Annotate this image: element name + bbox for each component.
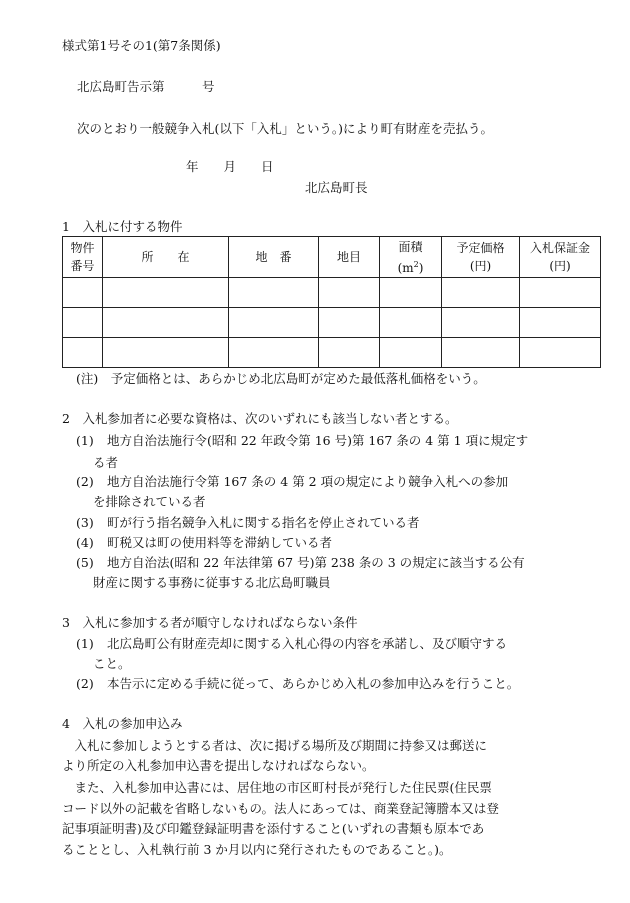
issuer: 北広島町長 (305, 180, 368, 195)
item-line: 町が行う指名競争入札に関する指名を停止されている者 (107, 515, 420, 530)
header-text: (円) (549, 259, 571, 273)
section-1-title: 1 入札に付する物件 (62, 219, 183, 234)
item-line: る者 (93, 455, 119, 470)
table-cell (520, 338, 601, 368)
item-line: 北広島町公有財産売却に関する入札心得の内容を承諾し、及び順守する (107, 636, 508, 651)
header-lot-number (229, 237, 319, 278)
header-text: (円) (469, 259, 492, 273)
table-cell (229, 308, 319, 338)
header-land-category (319, 237, 380, 278)
property-table (62, 236, 601, 368)
header-bid-deposit (520, 237, 601, 278)
paragraph-line: また、入札参加申込書には、居住地の市区町村長が発行した住民票(住民票 (62, 780, 492, 795)
table-cell (442, 278, 520, 308)
item-number: (4) (76, 535, 94, 550)
header-text: 物件 (70, 241, 95, 255)
table-cell (520, 308, 601, 338)
notice-number: 北広島町告示第 号 (77, 79, 215, 94)
header-text: 入札保証金 (529, 241, 590, 255)
item-number: (5) (76, 555, 94, 570)
header-area-unit (380, 256, 441, 277)
table-cell (380, 338, 442, 368)
paragraph-line: 記事項証明書)及び印鑑登録証明書を添付すること(いずれの書類も原本であ (62, 821, 485, 836)
table-cell (63, 278, 103, 308)
header-item-number (63, 237, 103, 278)
header-text: (m (397, 260, 414, 275)
table-row (63, 338, 601, 368)
header-text: 面積 (398, 239, 423, 254)
section-4-title: 4 入札の参加申込み (62, 716, 183, 731)
table-cell (103, 338, 229, 368)
item-number: (1) (76, 636, 94, 651)
table-cell (229, 278, 319, 308)
header-text: 所 在 (141, 250, 190, 264)
table-cell (103, 308, 229, 338)
header-text: 2 (413, 259, 419, 269)
table-cell (380, 308, 442, 338)
table-header-row (63, 237, 601, 278)
item-line: こと。 (93, 656, 131, 671)
header-text: 地目 (336, 250, 361, 264)
table-cell (520, 278, 601, 308)
item-number: (3) (76, 515, 94, 530)
section-2-title: 2 入札参加者に必要な資格は、次のいずれにも該当しない者とする。 (62, 411, 458, 426)
table-row (63, 278, 601, 308)
item-number: (2) (76, 676, 94, 691)
header-text: ) (418, 260, 424, 275)
header-text: 予定価格 (456, 241, 505, 255)
item-number: (1) (76, 433, 94, 448)
table-cell (319, 308, 380, 338)
table-cell (319, 338, 380, 368)
item-line: 地方自治法施行令(昭和 22 年政令第 16 号)第 167 条の 4 第 1 項に規定す (107, 433, 529, 448)
item-line: 本告示に定める手続に従って、あらかじめ入札の参加申込みを行うこと。 (107, 676, 520, 691)
header-location (103, 237, 229, 278)
table-cell (63, 308, 103, 338)
paragraph-line: より所定の入札参加申込書を提出しなければならない。 (62, 758, 375, 773)
table-cell (229, 338, 319, 368)
header-text: 番号 (70, 259, 95, 273)
item-line: 地方自治法施行令第 167 条の 4 第 2 項の規定により競争入札への参加 (107, 474, 509, 489)
item-number: (2) (76, 474, 94, 489)
item-line: を排除されている者 (93, 494, 206, 509)
form-label: 様式第1号その1(第7条関係) (62, 38, 221, 53)
table-row (63, 308, 601, 338)
table-cell (103, 278, 229, 308)
table-cell (442, 308, 520, 338)
table-cell (63, 338, 103, 368)
notice-intro: 次のとおり一般競争入札(以下「入札」という。)により町有財産を売払う。 (77, 121, 494, 136)
paragraph-line: コード以外の記載を省略しないもの。法人にあっては、商業登記簿謄本又は登 (62, 801, 499, 816)
header-planned-price (442, 237, 520, 278)
item-line: 地方自治法(昭和 22 年法律第 67 号)第 238 条の 3 の規定に該当する公有 (107, 555, 525, 570)
header-area (380, 237, 442, 278)
table-cell (442, 338, 520, 368)
table-cell (380, 278, 442, 308)
paragraph-line: ることとし、入札執行前 3 か月以内に発行されたものであること。)。 (62, 842, 452, 857)
section-3-title: 3 入札に参加する者が順守しなければならない条件 (62, 615, 358, 630)
header-text: 地 番 (255, 250, 292, 264)
item-line: 財産に関する事務に従事する北広島町職員 (93, 575, 331, 590)
table-cell (319, 278, 380, 308)
paragraph-line: 入札に参加しようとする者は、次に掲げる場所及び期間に持参又は郵送に (62, 738, 488, 753)
price-note: (注) 予定価格とは、あらかじめ北広島町が定めた最低落札価格をいう。 (76, 371, 486, 386)
item-line: 町税又は町の使用料等を滞納している者 (107, 535, 333, 550)
notice-date: 年 月 日 (186, 159, 274, 174)
